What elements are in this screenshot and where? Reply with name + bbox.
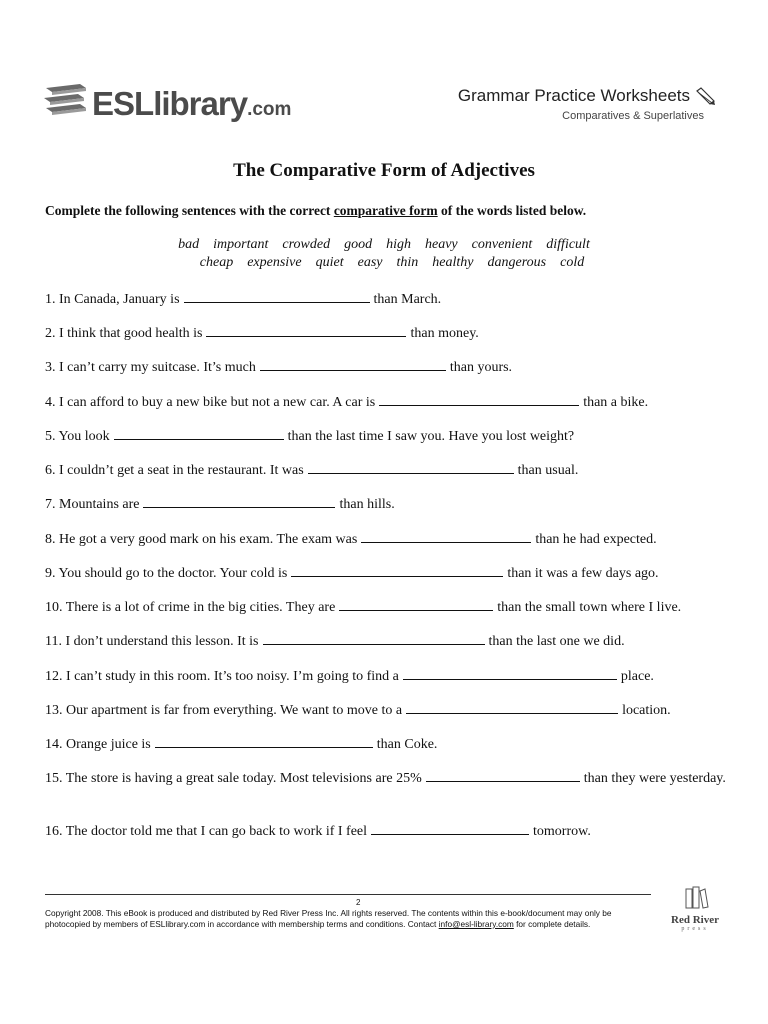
word-bank-row-1 [0, 237, 768, 253]
logo-library-text: library [153, 85, 248, 122]
question-text-before: 2. I think that good health is [45, 326, 203, 341]
word-bank-word: healthy [432, 255, 474, 270]
series-title-text: Grammar Practice Worksheets [457, 86, 690, 105]
instructions-emphasis: comparative form [333, 203, 438, 218]
question-text-before: 12. I can’t study in this room. It’s too noisy. I’m going to find a [45, 669, 399, 684]
question-text-before: 13. Our apartment is far from everything. We want to move to a [45, 703, 403, 718]
question-text-before: 7. Mountains are [45, 497, 140, 512]
word-bank-word: heavy [424, 237, 458, 252]
answer-blank[interactable] [206, 324, 406, 337]
word-bank-word: high [386, 237, 411, 252]
word-bank-word: expensive [247, 255, 302, 270]
question-text-after: than the last time I saw you. Have you lost weight? [287, 429, 575, 444]
question-item [45, 427, 735, 446]
question-item [45, 530, 735, 549]
word-bank-word: thin [396, 255, 419, 270]
answer-blank[interactable] [155, 735, 373, 748]
question-text-after: than they were yesterday. [583, 771, 726, 786]
pencil-icon [694, 87, 716, 105]
footer-divider [45, 894, 651, 895]
worksheet-title: The Comparative Form of Adjectives [233, 160, 535, 181]
question-text-after: than a bike. [583, 395, 649, 410]
word-bank-word: quiet [315, 255, 344, 270]
question-text-before: 4. I can afford to buy a new bike but not a new car. A car is [45, 395, 376, 410]
answer-blank[interactable] [406, 701, 618, 714]
question-text-after: than he had expected. [535, 532, 657, 547]
book-stack-icon [42, 82, 88, 120]
logo-esl-text: ESL [92, 85, 154, 122]
instructions-before: Complete the following sentences with the correct [45, 203, 334, 218]
word-bank-word: convenient [471, 237, 533, 252]
question-text-after: than hills. [339, 497, 395, 512]
question-item [45, 495, 735, 514]
answer-blank[interactable] [308, 461, 514, 474]
question-item [45, 632, 735, 651]
publisher-name: Red River [671, 914, 719, 926]
answer-blank[interactable] [403, 667, 617, 680]
word-bank-word: dangerous [487, 255, 547, 270]
question-item [45, 822, 735, 841]
answer-blank[interactable] [291, 564, 503, 577]
answer-blank[interactable] [184, 290, 370, 303]
question-item [45, 461, 735, 480]
esl-library-logo [42, 82, 291, 120]
word-bank-word: bad [178, 237, 200, 252]
word-bank-word: good [344, 237, 373, 252]
logo-com-text: .com [247, 99, 292, 120]
books-icon [680, 886, 710, 910]
series-title [458, 86, 716, 106]
logo-wordmark [92, 87, 291, 120]
question-text-after: location. [622, 703, 671, 718]
word-bank-row-2 [8, 255, 768, 271]
series-subtitle: Comparatives & Superlatives [562, 110, 704, 122]
question-item [45, 393, 735, 412]
answer-blank[interactable] [426, 769, 580, 782]
question-item [45, 564, 735, 583]
instructions [45, 203, 586, 219]
answer-blank[interactable] [361, 530, 531, 543]
question-text-before: 14. Orange juice is [45, 737, 151, 752]
instructions-after: of the words listed below. [437, 203, 587, 218]
series-heading [458, 86, 716, 122]
question-text-after: than Coke. [376, 737, 438, 752]
question-text-before: 9. You should go to the doctor. Your cold is [45, 566, 288, 581]
word-bank-word: important [213, 237, 269, 252]
question-item [45, 358, 735, 377]
question-text-after: place. [620, 669, 654, 684]
word-bank-word: cheap [199, 255, 234, 270]
question-item [45, 667, 735, 686]
question-text-before: 16. The doctor told me that I can go back to work if I feel [45, 824, 368, 839]
contact-email-link[interactable]: info@esl-library.com [438, 919, 514, 929]
question-text-before: 3. I can’t carry my suitcase. It’s much [45, 360, 256, 375]
copyright-line-2-before: photocopied by members of ESLlibrary.com in accordance with membership terms and conditions. Contact [45, 919, 439, 929]
question-text-after: tomorrow. [533, 824, 591, 839]
question-text-before: 11. I don’t understand this lesson. It is [45, 634, 259, 649]
word-bank-word: difficult [546, 237, 590, 252]
answer-blank[interactable] [371, 822, 529, 835]
question-item [45, 769, 735, 788]
question-text-before: 15. The store is having a great sale today. Most televisions are 25% [45, 771, 422, 786]
question-text-before: 5. You look [45, 429, 110, 444]
question-text-after: than the small town where I live. [497, 600, 682, 615]
question-text-after: than March. [373, 292, 442, 307]
answer-blank[interactable] [260, 358, 446, 371]
question-text-after: than it was a few days ago. [507, 566, 659, 581]
question-item [45, 324, 735, 343]
question-text-before: 6. I couldn’t get a seat in the restaurant. It was [45, 463, 304, 478]
answer-blank[interactable] [143, 495, 335, 508]
copyright-line-2 [45, 919, 665, 930]
question-item [45, 290, 735, 309]
answer-blank[interactable] [114, 427, 284, 440]
page-number: 2 [356, 898, 361, 907]
question-item [45, 735, 735, 754]
question-text-after: than usual. [517, 463, 579, 478]
question-text-after: than the last one we did. [488, 634, 625, 649]
word-bank-word: easy [357, 255, 383, 270]
publisher-press: press [681, 926, 709, 932]
question-item [45, 701, 735, 720]
copyright-notice [45, 908, 665, 930]
word-bank-word: cold [560, 255, 585, 270]
question-text-after: than yours. [449, 360, 513, 375]
copyright-line-1: Copyright 2008. This eBook is produced and distributed by Red River Press Inc. All rights reserved. The contents within this e-book/document may only be [45, 908, 612, 918]
red-river-press-logo [667, 886, 723, 932]
copyright-line-2-after: for complete details. [513, 919, 591, 929]
question-item [45, 598, 735, 617]
question-text-after: than money. [410, 326, 479, 341]
answer-blank[interactable] [339, 598, 493, 611]
question-text-before: 10. There is a lot of crime in the big cities. They are [45, 600, 336, 615]
question-text-before: 1. In Canada, January is [45, 292, 180, 307]
answer-blank[interactable] [379, 393, 579, 406]
question-text-before: 8. He got a very good mark on his exam. The exam was [45, 532, 358, 547]
answer-blank[interactable] [263, 632, 485, 645]
word-bank-word: crowded [282, 237, 331, 252]
